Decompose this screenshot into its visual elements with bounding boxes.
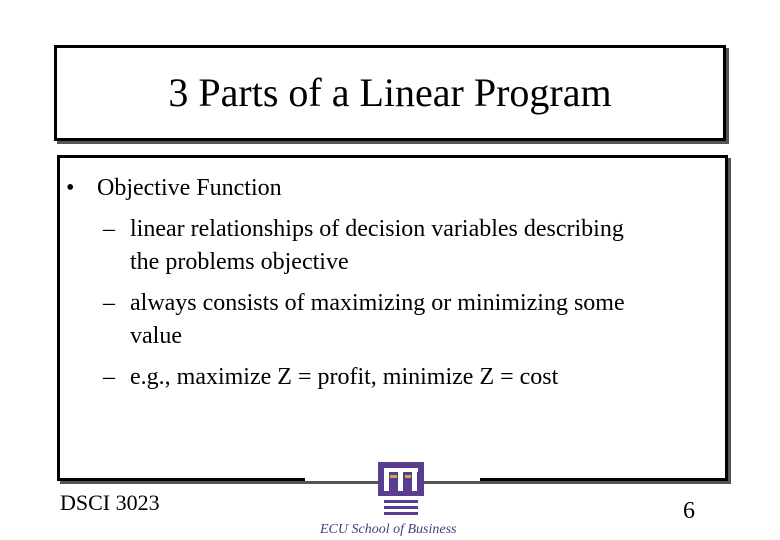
ecu-logo [378,462,424,520]
content-box-bottom-left-border [57,478,305,481]
sub-bullet-2-line-2: value [130,323,182,349]
logo-caption: ECU School of Business [320,522,457,537]
bullet-marker: • [66,175,75,201]
slide-title: 3 Parts of a Linear Program [168,70,612,115]
sub-bullet-dash: – [103,290,115,316]
sub-bullet-1-line-2: the problems objective [130,249,349,275]
sub-bullet-1-line-1: linear relationships of decision variables describing [130,216,624,242]
sub-bullet-3-line-1: e.g., maximize Z = profit, minimize Z = cost [130,364,559,390]
content-box-bottom-right-border [480,478,728,481]
course-code: DSCI 3023 [60,490,160,515]
sub-bullet-dash: – [103,216,115,242]
sub-bullet-dash: – [103,364,115,390]
title-box [54,45,726,141]
slide-number: 6 [683,498,695,524]
sub-bullet-2-line-1: always consists of maximizing or minimizing some [130,290,625,316]
bullet-objective-function: Objective Function [97,175,282,201]
